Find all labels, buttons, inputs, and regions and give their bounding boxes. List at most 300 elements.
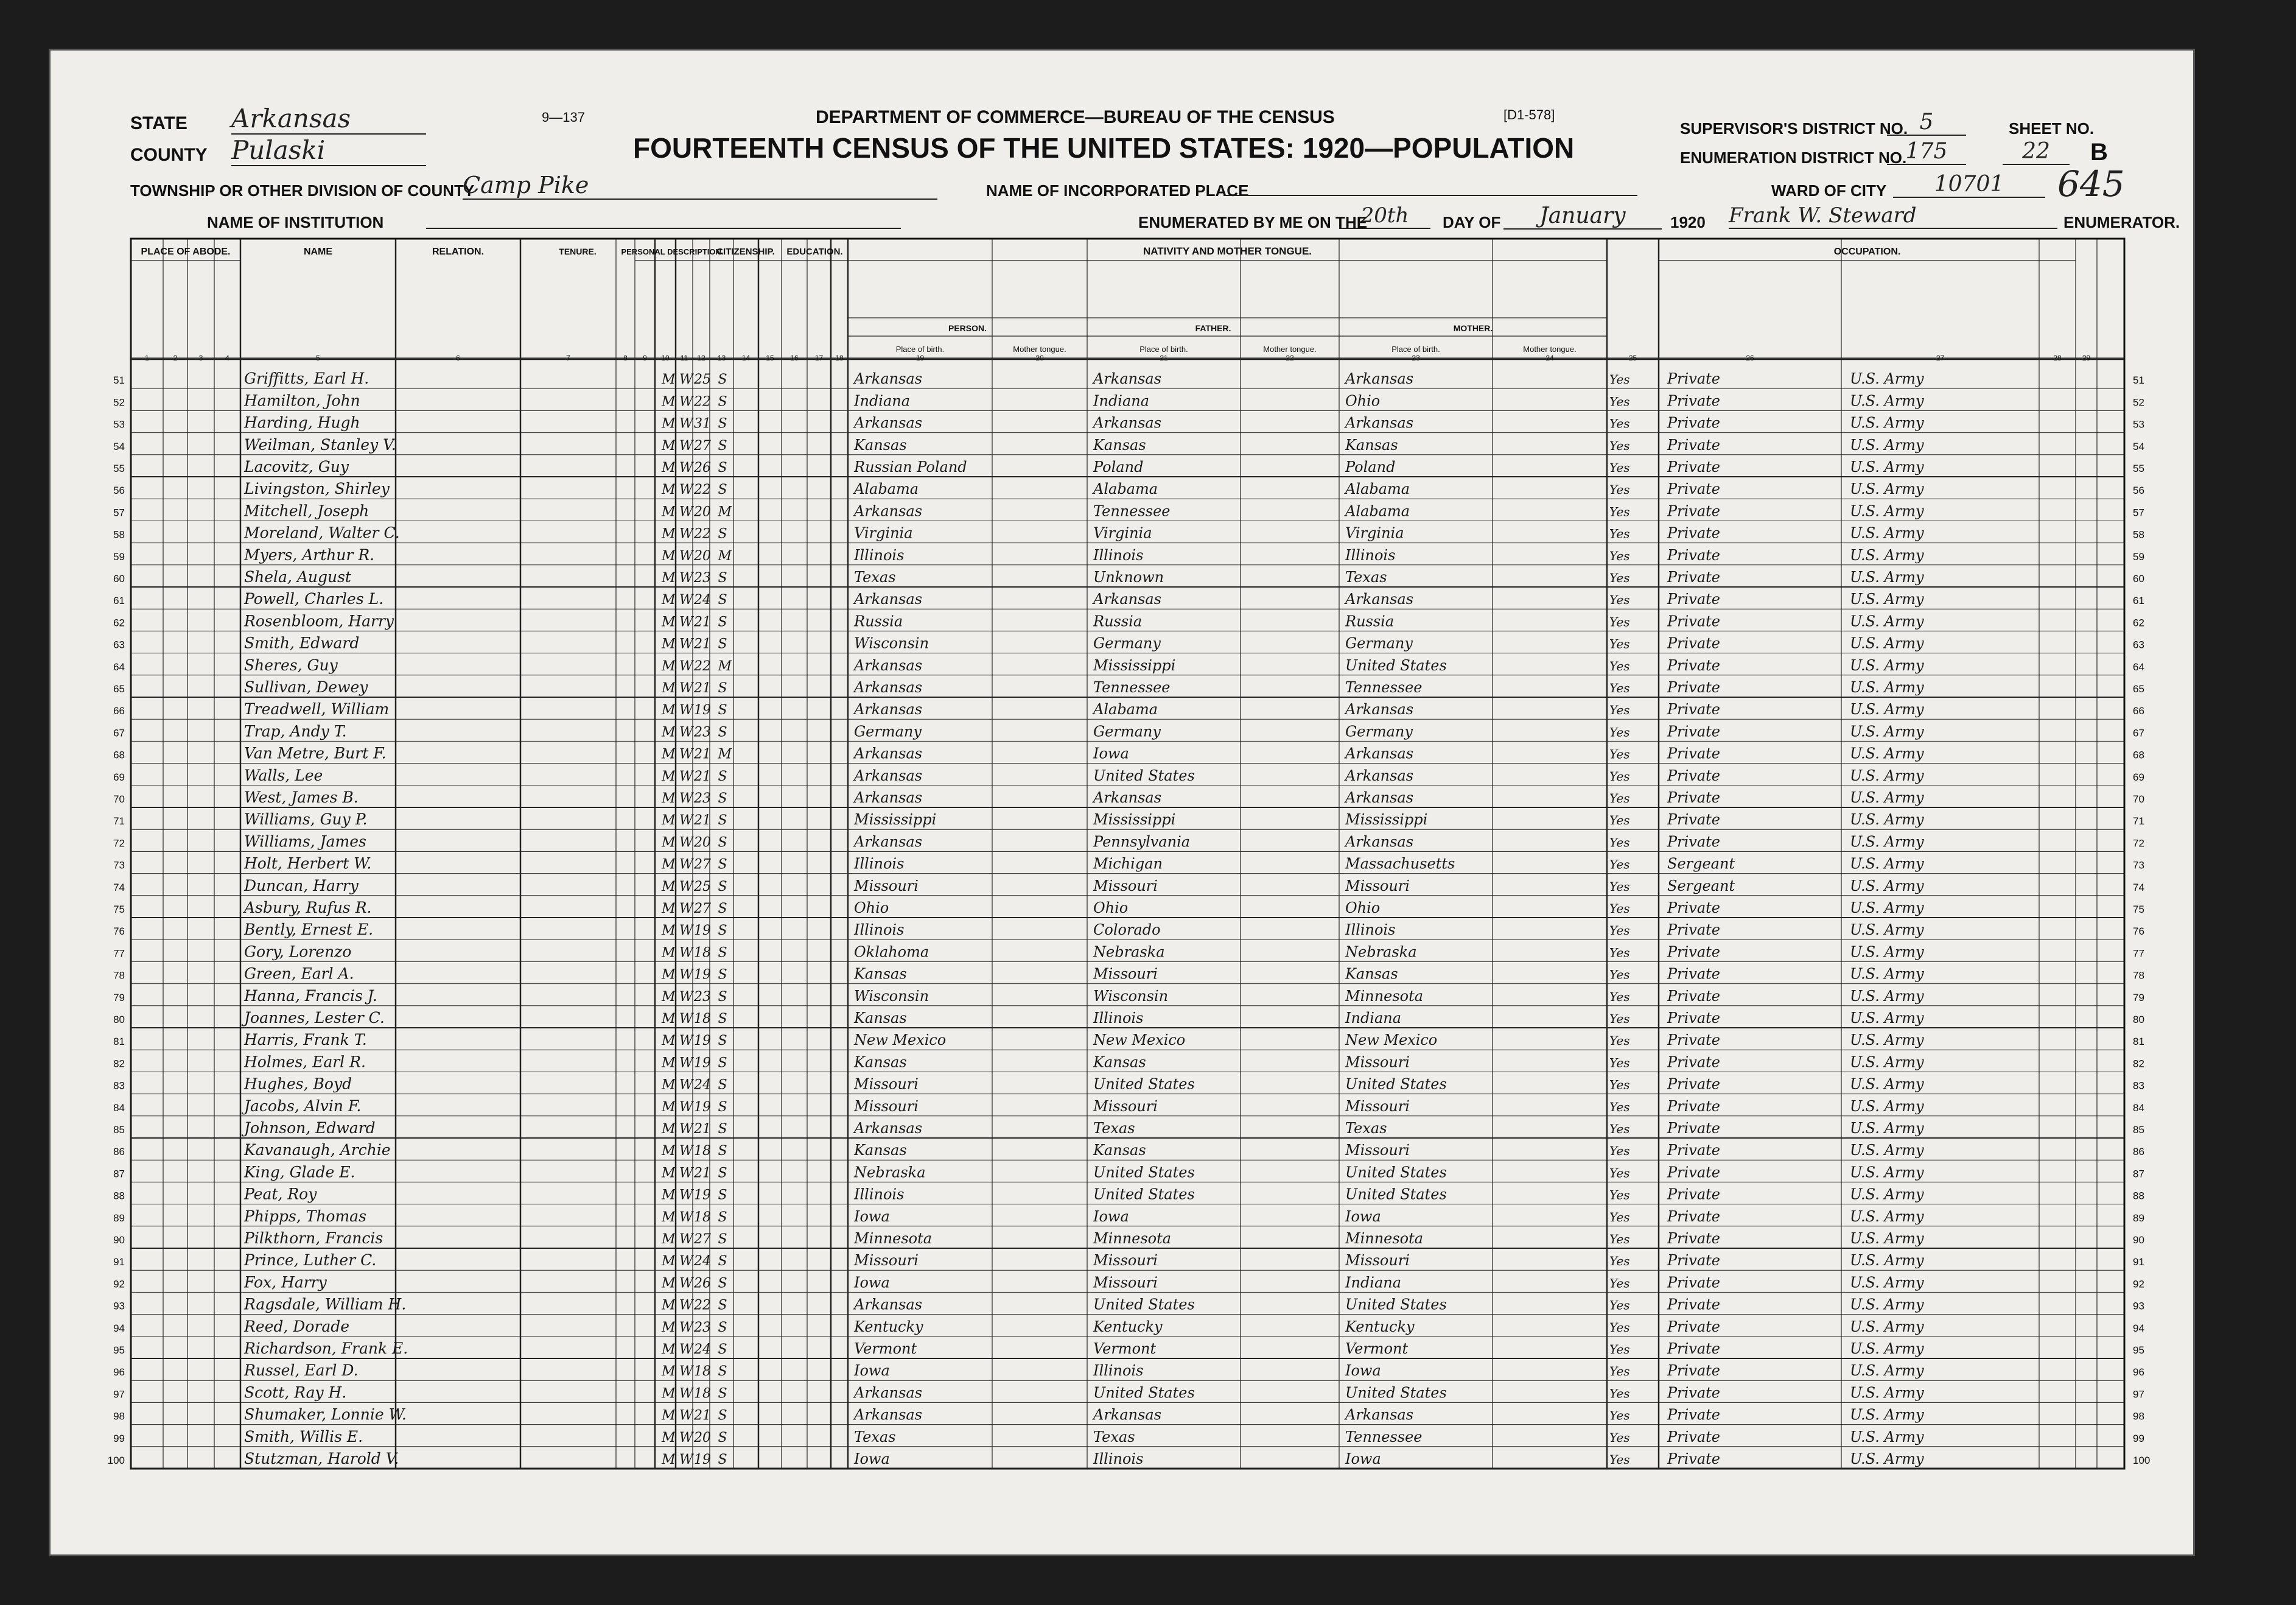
row-number-left: 67 bbox=[113, 727, 125, 739]
industry-cell: U.S. Army bbox=[1850, 1164, 1924, 1181]
age-cell: 25 bbox=[694, 879, 711, 894]
mother-birthplace-cell: Illinois bbox=[1345, 921, 1396, 939]
person-name: Harris, Frank T. bbox=[244, 1031, 367, 1049]
marital-cell: S bbox=[718, 636, 727, 652]
birthplace-cell: Wisconsin bbox=[854, 987, 929, 1005]
race-cell: W bbox=[679, 923, 693, 939]
race-cell: W bbox=[679, 1319, 693, 1335]
trade-cell: Private bbox=[1667, 613, 1721, 630]
age-cell: 21 bbox=[694, 1408, 711, 1424]
form-code: [D1-578] bbox=[1503, 107, 1555, 122]
english-cell: Yes bbox=[1609, 571, 1630, 585]
industry-cell: U.S. Army bbox=[1850, 1252, 1924, 1270]
person-name: Bently, Ernest E. bbox=[244, 921, 374, 939]
race-cell: W bbox=[679, 438, 693, 454]
race-cell: W bbox=[679, 1342, 693, 1357]
row-number-right: 99 bbox=[2133, 1432, 2144, 1444]
marital-cell: S bbox=[718, 835, 727, 851]
birthplace-cell: Arkansas bbox=[854, 414, 923, 432]
row-number-right: 55 bbox=[2133, 463, 2144, 474]
age-cell: 19 bbox=[694, 1099, 711, 1115]
english-cell: Yes bbox=[1609, 1408, 1630, 1423]
race-cell: W bbox=[679, 526, 693, 542]
person-name: Livingston, Shirley bbox=[244, 480, 390, 498]
industry-cell: U.S. Army bbox=[1850, 546, 1924, 564]
column-number: 9 bbox=[643, 354, 647, 362]
sex-cell: M bbox=[662, 1342, 676, 1357]
industry-cell: U.S. Army bbox=[1850, 789, 1924, 806]
marital-cell: S bbox=[718, 813, 727, 829]
sex-cell: M bbox=[662, 1364, 676, 1380]
person-name: Johnson, Edward bbox=[244, 1119, 376, 1137]
trade-cell: Private bbox=[1667, 833, 1721, 851]
township-label: TOWNSHIP OR OTHER DIVISION OF COUNTY bbox=[130, 181, 475, 200]
industry-cell: U.S. Army bbox=[1850, 414, 1924, 432]
industry-cell: U.S. Army bbox=[1850, 1142, 1924, 1159]
sex-cell: M bbox=[662, 1165, 676, 1181]
father-birthplace-cell: Missouri bbox=[1093, 877, 1158, 894]
marital-cell: M bbox=[718, 548, 732, 564]
trade-cell: Private bbox=[1667, 480, 1721, 498]
row-number-left: 95 bbox=[113, 1344, 125, 1356]
column-number: 29 bbox=[2082, 354, 2091, 362]
trade-cell: Sergeant bbox=[1667, 855, 1735, 873]
age-cell: 19 bbox=[694, 1033, 711, 1049]
row-number-left: 93 bbox=[113, 1300, 125, 1312]
trade-cell: Private bbox=[1667, 392, 1721, 410]
sex-cell: M bbox=[662, 504, 676, 520]
age-cell: 27 bbox=[694, 857, 711, 873]
mother-birthplace-cell: United States bbox=[1345, 656, 1447, 674]
race-cell: W bbox=[679, 1077, 693, 1093]
father-birthplace-cell: Vermont bbox=[1093, 1340, 1157, 1357]
row-number-right: 52 bbox=[2133, 396, 2144, 409]
marital-cell: S bbox=[718, 1209, 727, 1225]
column-number: 12 bbox=[697, 354, 705, 362]
subhead-mother-tongue: Mother tongue. bbox=[1013, 345, 1066, 354]
row-number-right: 100 bbox=[2133, 1455, 2151, 1466]
age-cell: 18 bbox=[694, 1386, 711, 1402]
age-cell: 27 bbox=[694, 1232, 711, 1247]
trade-cell: Private bbox=[1667, 789, 1721, 806]
father-birthplace-cell: Pennsylvania bbox=[1093, 833, 1191, 851]
father-birthplace-cell: Mississippi bbox=[1093, 656, 1176, 674]
marital-cell: S bbox=[718, 681, 727, 696]
age-cell: 23 bbox=[694, 571, 711, 586]
year: 1920 bbox=[1670, 213, 1706, 231]
marital-cell: M bbox=[718, 504, 732, 520]
column-number: 21 bbox=[1160, 354, 1168, 362]
father-birthplace-cell: Unknown bbox=[1093, 569, 1164, 586]
father-birthplace-cell: Colorado bbox=[1093, 921, 1161, 939]
english-cell: Yes bbox=[1609, 1143, 1630, 1159]
mother-birthplace-cell: Massachusetts bbox=[1345, 855, 1455, 873]
person-name: Van Metre, Burt F. bbox=[244, 744, 387, 762]
industry-cell: U.S. Army bbox=[1850, 921, 1924, 939]
trade-cell: Private bbox=[1667, 701, 1721, 718]
person-name: Ragsdale, William H. bbox=[244, 1295, 407, 1313]
race-cell: W bbox=[679, 658, 693, 674]
mother-birthplace-cell: Arkansas bbox=[1345, 414, 1414, 432]
marital-cell: S bbox=[718, 1099, 727, 1115]
industry-cell: U.S. Army bbox=[1850, 480, 1924, 498]
sex-cell: M bbox=[662, 681, 676, 696]
column-number: 5 bbox=[316, 354, 320, 362]
industry-cell: U.S. Army bbox=[1850, 679, 1924, 696]
industry-cell: U.S. Army bbox=[1850, 591, 1924, 608]
group-personal: PERSONAL DESCRIPTION. bbox=[621, 247, 724, 256]
mother-birthplace-cell: Iowa bbox=[1345, 1207, 1381, 1225]
race-cell: W bbox=[679, 548, 693, 564]
state-label: STATE bbox=[130, 113, 187, 133]
mother-birthplace-cell: Minnesota bbox=[1345, 1230, 1424, 1247]
mother-birthplace-cell: Virginia bbox=[1345, 524, 1404, 542]
race-cell: W bbox=[679, 791, 693, 806]
industry-cell: U.S. Army bbox=[1850, 1406, 1924, 1424]
marital-cell: S bbox=[718, 945, 727, 961]
birthplace-cell: Russia bbox=[854, 613, 903, 630]
person-name: Moreland, Walter C. bbox=[244, 524, 400, 542]
mother-birthplace-cell: Missouri bbox=[1345, 1142, 1410, 1159]
sex-cell: M bbox=[662, 636, 676, 652]
english-cell: Yes bbox=[1609, 592, 1630, 608]
trade-cell: Private bbox=[1667, 569, 1721, 586]
subhead-place-of-birth: Place of birth. bbox=[1139, 345, 1188, 354]
mother-birthplace-cell: Arkansas bbox=[1345, 789, 1414, 806]
marital-cell: S bbox=[718, 1232, 727, 1247]
column-number: 19 bbox=[915, 354, 925, 362]
sex-cell: M bbox=[662, 967, 676, 983]
row-number-left: 74 bbox=[113, 881, 125, 893]
person-name: Williams, James bbox=[244, 832, 366, 851]
age-cell: 20 bbox=[694, 1430, 711, 1445]
english-cell: Yes bbox=[1609, 1386, 1630, 1401]
sex-cell: M bbox=[662, 1319, 676, 1335]
birthplace-cell: Illinois bbox=[854, 921, 905, 939]
row-number-left: 94 bbox=[113, 1322, 125, 1334]
person-name: Hamilton, John bbox=[244, 392, 360, 410]
english-cell: Yes bbox=[1609, 504, 1630, 519]
sex-cell: M bbox=[662, 857, 676, 873]
english-cell: Yes bbox=[1609, 636, 1630, 651]
industry-cell: U.S. Army bbox=[1850, 1384, 1924, 1402]
column-number: 27 bbox=[1936, 354, 1945, 362]
row-number-right: 63 bbox=[2133, 639, 2144, 651]
mother-birthplace-cell: Tennessee bbox=[1345, 1428, 1423, 1445]
age-cell: 22 bbox=[694, 394, 711, 410]
industry-cell: U.S. Army bbox=[1850, 1362, 1924, 1380]
father-birthplace-cell: Tennessee bbox=[1093, 679, 1171, 696]
english-cell: Yes bbox=[1609, 1452, 1630, 1467]
sex-cell: M bbox=[662, 571, 676, 586]
group-person: PERSON. bbox=[948, 323, 987, 333]
trade-cell: Private bbox=[1667, 1207, 1721, 1225]
birthplace-cell: Illinois bbox=[854, 1185, 905, 1203]
birthplace-cell: Arkansas bbox=[854, 833, 923, 851]
row-number-left: 80 bbox=[113, 1014, 125, 1025]
father-birthplace-cell: Arkansas bbox=[1093, 414, 1162, 432]
group-tenure: TENURE. bbox=[559, 247, 597, 256]
race-cell: W bbox=[679, 1452, 693, 1467]
trade-cell: Private bbox=[1667, 591, 1721, 608]
person-name: Smith, Willis E. bbox=[244, 1427, 363, 1445]
sex-cell: M bbox=[662, 746, 676, 762]
sex-cell: M bbox=[662, 1298, 676, 1313]
row-number-right: 96 bbox=[2133, 1366, 2144, 1378]
mother-birthplace-cell: Ohio bbox=[1345, 392, 1381, 410]
birthplace-cell: Missouri bbox=[854, 877, 919, 894]
race-cell: W bbox=[679, 703, 693, 718]
row-number-left: 73 bbox=[113, 859, 125, 871]
father-birthplace-cell: Poland bbox=[1093, 458, 1144, 476]
birthplace-cell: Arkansas bbox=[854, 502, 923, 520]
race-cell: W bbox=[679, 835, 693, 851]
industry-cell: U.S. Army bbox=[1850, 899, 1924, 916]
sex-cell: M bbox=[662, 989, 676, 1005]
ward-label: WARD OF CITY bbox=[1771, 181, 1887, 200]
age-cell: 18 bbox=[694, 1143, 711, 1159]
marital-cell: S bbox=[718, 614, 727, 630]
sex-cell: M bbox=[662, 1033, 676, 1049]
group-place: PLACE OF ABODE. bbox=[141, 247, 231, 257]
english-cell: Yes bbox=[1609, 372, 1630, 387]
birthplace-cell: Kansas bbox=[854, 436, 907, 454]
english-cell: Yes bbox=[1609, 791, 1630, 806]
supervisor-label: SUPERVISOR'S DISTRICT NO. bbox=[1680, 119, 1908, 138]
birthplace-cell: Arkansas bbox=[854, 767, 923, 784]
person-name: Asbury, Rufus R. bbox=[244, 899, 372, 916]
father-birthplace-cell: United States bbox=[1093, 1384, 1195, 1402]
column-number: 6 bbox=[456, 354, 460, 362]
father-birthplace-cell: United States bbox=[1093, 767, 1195, 784]
race-cell: W bbox=[679, 681, 693, 696]
trade-cell: Private bbox=[1667, 1120, 1721, 1137]
row-number-right: 91 bbox=[2133, 1256, 2144, 1268]
race-cell: W bbox=[679, 1408, 693, 1424]
sex-cell: M bbox=[662, 1408, 676, 1424]
person-name: Kavanaugh, Archie bbox=[244, 1141, 391, 1159]
row-number-left: 64 bbox=[113, 661, 125, 673]
father-birthplace-cell: Alabama bbox=[1093, 480, 1158, 498]
birthplace-cell: Oklahoma bbox=[854, 943, 929, 961]
father-birthplace-cell: Arkansas bbox=[1093, 1406, 1162, 1424]
birthplace-cell: Illinois bbox=[854, 855, 905, 873]
race-cell: W bbox=[679, 1298, 693, 1313]
department-title: DEPARTMENT OF COMMERCE—BUREAU OF THE CENSUS bbox=[816, 107, 1335, 127]
sex-cell: M bbox=[662, 1386, 676, 1402]
marital-cell: S bbox=[718, 1122, 727, 1137]
sex-cell: M bbox=[662, 1232, 676, 1247]
sex-cell: M bbox=[662, 482, 676, 498]
father-birthplace-cell: United States bbox=[1093, 1164, 1195, 1181]
father-birthplace-cell: Germany bbox=[1093, 723, 1161, 740]
sex-cell: M bbox=[662, 1055, 676, 1071]
trade-cell: Private bbox=[1667, 745, 1721, 762]
father-birthplace-cell: Illinois bbox=[1093, 546, 1144, 564]
trade-cell: Private bbox=[1667, 1428, 1721, 1445]
mother-birthplace-cell: United States bbox=[1345, 1075, 1447, 1093]
father-birthplace-cell: Wisconsin bbox=[1093, 987, 1169, 1005]
row-number-right: 59 bbox=[2133, 550, 2144, 563]
row-number-left: 57 bbox=[113, 507, 125, 519]
sex-cell: M bbox=[662, 438, 676, 454]
race-cell: W bbox=[679, 504, 693, 520]
age-cell: 21 bbox=[694, 813, 711, 829]
person-name: Duncan, Harry bbox=[244, 876, 359, 894]
mother-birthplace-cell: Iowa bbox=[1345, 1450, 1381, 1467]
birthplace-cell: Arkansas bbox=[854, 679, 923, 696]
birthplace-cell: Missouri bbox=[854, 1075, 919, 1093]
person-name: Hanna, Francis J. bbox=[244, 986, 377, 1005]
age-cell: 24 bbox=[694, 1077, 711, 1093]
age-cell: 22 bbox=[694, 482, 711, 498]
column-number: 24 bbox=[1545, 354, 1554, 362]
father-birthplace-cell: Illinois bbox=[1093, 1450, 1144, 1467]
row-number-left: 70 bbox=[113, 793, 125, 805]
row-number-left: 99 bbox=[113, 1432, 125, 1444]
age-cell: 18 bbox=[694, 1364, 711, 1380]
trade-cell: Private bbox=[1667, 1274, 1721, 1291]
father-birthplace-cell: United States bbox=[1093, 1075, 1195, 1093]
race-cell: W bbox=[679, 901, 693, 916]
english-cell: Yes bbox=[1609, 1342, 1630, 1357]
industry-cell: U.S. Army bbox=[1850, 613, 1924, 630]
race-cell: W bbox=[679, 945, 693, 961]
age-cell: 21 bbox=[694, 1122, 711, 1137]
english-cell: Yes bbox=[1609, 1319, 1630, 1335]
race-cell: W bbox=[679, 746, 693, 762]
marital-cell: S bbox=[718, 1430, 727, 1445]
marital-cell: S bbox=[718, 1364, 727, 1380]
mother-birthplace-cell: Germany bbox=[1345, 634, 1413, 652]
row-number-right: 80 bbox=[2133, 1014, 2144, 1025]
mother-birthplace-cell: Germany bbox=[1345, 723, 1413, 740]
state-value: Arkansas bbox=[231, 104, 426, 135]
sex-cell: M bbox=[662, 1452, 676, 1467]
marital-cell: S bbox=[718, 1298, 727, 1313]
subhead-mother-tongue: Mother tongue. bbox=[1263, 345, 1317, 354]
row-number-left: 100 bbox=[107, 1455, 125, 1466]
english-cell: Yes bbox=[1609, 1122, 1630, 1136]
birthplace-cell: Texas bbox=[854, 1428, 896, 1445]
industry-cell: U.S. Army bbox=[1850, 1450, 1924, 1467]
day-of-label: DAY OF bbox=[1443, 213, 1501, 231]
birthplace-cell: Kansas bbox=[854, 965, 907, 983]
row-number-right: 56 bbox=[2133, 485, 2144, 497]
mother-birthplace-cell: Alabama bbox=[1345, 502, 1410, 520]
row-number-right: 54 bbox=[2133, 440, 2144, 452]
father-birthplace-cell: Texas bbox=[1093, 1120, 1135, 1137]
industry-cell: U.S. Army bbox=[1850, 458, 1924, 476]
column-number: 4 bbox=[225, 354, 229, 362]
person-name: Fox, Harry bbox=[244, 1273, 327, 1291]
person-name: Mitchell, Joseph bbox=[244, 502, 369, 520]
trade-cell: Private bbox=[1667, 1142, 1721, 1159]
marital-cell: S bbox=[718, 1386, 727, 1402]
row-number-right: 76 bbox=[2133, 925, 2144, 938]
age-cell: 21 bbox=[694, 636, 711, 652]
marital-cell: S bbox=[718, 791, 727, 806]
industry-cell: U.S. Army bbox=[1850, 877, 1924, 894]
row-number-right: 93 bbox=[2133, 1300, 2144, 1312]
column-number: 13 bbox=[717, 354, 726, 362]
trade-cell: Private bbox=[1667, 436, 1721, 454]
english-cell: Yes bbox=[1609, 857, 1630, 872]
trade-cell: Private bbox=[1667, 1185, 1721, 1203]
marital-cell: S bbox=[718, 1408, 727, 1424]
person-name: Richardson, Frank E. bbox=[244, 1340, 408, 1357]
trade-cell: Private bbox=[1667, 370, 1721, 388]
marital-cell: S bbox=[718, 1254, 727, 1270]
row-number-right: 65 bbox=[2133, 683, 2144, 695]
row-number-left: 89 bbox=[113, 1212, 125, 1224]
trade-cell: Private bbox=[1667, 458, 1721, 476]
father-birthplace-cell: Arkansas bbox=[1093, 591, 1162, 608]
english-cell: Yes bbox=[1609, 813, 1630, 828]
age-cell: 18 bbox=[694, 945, 711, 961]
row-number-left: 58 bbox=[113, 529, 125, 541]
person-name: Phipps, Thomas bbox=[244, 1207, 366, 1225]
row-number-left: 68 bbox=[113, 749, 125, 761]
row-number-right: 97 bbox=[2133, 1388, 2144, 1400]
race-cell: W bbox=[679, 1430, 693, 1445]
english-cell: Yes bbox=[1609, 725, 1630, 740]
row-number-left: 96 bbox=[113, 1366, 125, 1378]
row-number-left: 88 bbox=[113, 1190, 125, 1202]
row-number-right: 72 bbox=[2133, 837, 2144, 849]
father-birthplace-cell: Arkansas bbox=[1093, 789, 1162, 806]
row-number-right: 68 bbox=[2133, 749, 2144, 761]
birthplace-cell: Texas bbox=[854, 569, 896, 586]
race-cell: W bbox=[679, 1011, 693, 1027]
trade-cell: Private bbox=[1667, 1053, 1721, 1071]
sex-cell: M bbox=[662, 1099, 676, 1115]
age-cell: 21 bbox=[694, 768, 711, 784]
mother-birthplace-cell: Missouri bbox=[1345, 1053, 1410, 1071]
trade-cell: Private bbox=[1667, 679, 1721, 696]
marital-cell: S bbox=[718, 768, 727, 784]
english-cell: Yes bbox=[1609, 1187, 1630, 1203]
english-cell: Yes bbox=[1609, 482, 1630, 497]
sex-cell: M bbox=[662, 372, 676, 388]
person-name: Shela, August bbox=[244, 568, 351, 586]
english-cell: Yes bbox=[1609, 1276, 1630, 1291]
row-number-right: 62 bbox=[2133, 617, 2144, 629]
trade-cell: Private bbox=[1667, 921, 1721, 939]
race-cell: W bbox=[679, 1055, 693, 1071]
trade-cell: Private bbox=[1667, 1384, 1721, 1402]
sex-cell: M bbox=[662, 813, 676, 829]
age-cell: 21 bbox=[694, 614, 711, 630]
trade-cell: Private bbox=[1667, 1164, 1721, 1181]
marital-cell: S bbox=[718, 1276, 727, 1291]
county-value: Pulaski bbox=[231, 135, 426, 166]
marital-cell: S bbox=[718, 857, 727, 873]
trade-cell: Private bbox=[1667, 811, 1721, 829]
birthplace-cell: New Mexico bbox=[854, 1031, 947, 1049]
trade-cell: Private bbox=[1667, 723, 1721, 740]
sheet-side: B bbox=[2090, 139, 2108, 166]
person-name: Prince, Luther C. bbox=[244, 1251, 377, 1270]
row-number-right: 98 bbox=[2133, 1410, 2144, 1422]
father-birthplace-cell: Missouri bbox=[1093, 1097, 1158, 1115]
race-cell: W bbox=[679, 1187, 693, 1203]
father-birthplace-cell: Virginia bbox=[1093, 524, 1152, 542]
father-birthplace-cell: Kansas bbox=[1093, 1142, 1146, 1159]
row-number-left: 66 bbox=[113, 705, 125, 717]
race-cell: W bbox=[679, 571, 693, 586]
industry-cell: U.S. Army bbox=[1850, 392, 1924, 410]
